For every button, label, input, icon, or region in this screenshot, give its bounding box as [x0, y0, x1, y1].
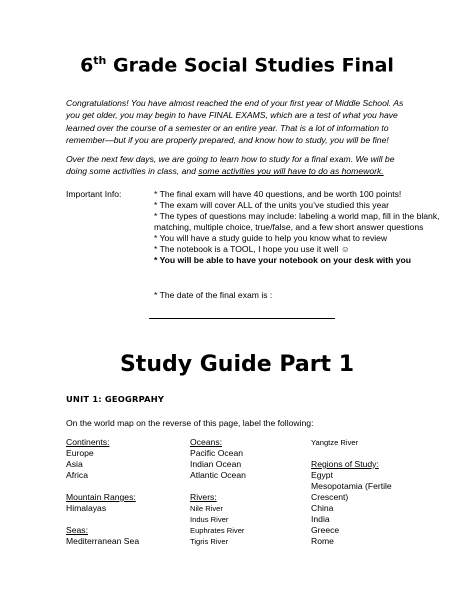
- unit-heading: UNIT 1: GEOGRPAHY: [66, 394, 165, 404]
- rivers-heading: Rivers:: [190, 492, 217, 502]
- list-item: Indian Ocean: [190, 459, 242, 469]
- info-item: * You will have a study guide to help you know what to review: [154, 233, 388, 243]
- list-item: Egypt: [311, 470, 333, 480]
- list-item: Himalayas: [66, 503, 107, 513]
- list-item: China: [311, 503, 334, 513]
- important-info-list: [154, 189, 464, 266]
- oceans-heading: Oceans:: [190, 437, 223, 447]
- list-item: Tigris River: [190, 537, 229, 546]
- date-blank-line: [149, 318, 335, 319]
- list-item: Atlantic Ocean: [190, 470, 246, 480]
- list-item: Yangtze River: [311, 438, 359, 447]
- intro-paragraph-2: [66, 153, 416, 178]
- title-number: 6: [80, 54, 94, 77]
- list-item: Mesopotamia (Fertile Crescent): [311, 481, 392, 502]
- title-text: Grade Social Studies Final: [106, 54, 394, 77]
- regions-heading: Regions of Study:: [311, 459, 379, 469]
- list-item: Greece: [311, 525, 340, 535]
- list-item: Africa: [66, 470, 88, 480]
- study-guide-title: Study Guide Part 1: [119, 352, 355, 377]
- exam-date-label: * The date of the final exam is :: [154, 290, 273, 300]
- directions-text: On the world map on the reverse of this page, label the following:: [66, 418, 314, 428]
- continents-heading: Continents:: [66, 437, 110, 447]
- title-superscript: th: [93, 54, 107, 67]
- mountains-heading: Mountain Ranges:: [66, 492, 136, 502]
- homework-note: some activities you will have to do as homework.: [198, 166, 384, 177]
- info-item: * The exam will cover ALL of the units you’ve studied this year: [154, 200, 390, 210]
- list-item: Nile River: [190, 504, 223, 513]
- list-item: Rome: [311, 536, 334, 546]
- info-item: * The notebook is a TOOL, I hope you use it well ☺: [154, 244, 350, 254]
- column-continents: [66, 437, 176, 547]
- column-regions: [311, 437, 421, 547]
- list-item: India: [311, 514, 330, 524]
- info-item-bold: * You will be able to have your notebook on your desk with you: [154, 255, 412, 265]
- list-item: Asia: [66, 459, 83, 469]
- intro-paragraph-1: Congratulations! You have almost reached the end of your first year of Middle School. As you get older, you may begin to have FINAL EXAMS, which are a test of what you have learned over the course of a semester or an entire year. That is a lot of information to remember—but if you are properly prepared, and know how to study, you will be fine!: [66, 98, 404, 145]
- list-item: Indus River: [190, 515, 229, 524]
- list-item: Mediterranean Sea: [66, 536, 140, 546]
- page-title: [0, 54, 474, 76]
- info-item: * The types of questions may include: labeling a world map, fill in the blank, matching, multiple choice, true/false, and a few short answer questions: [154, 211, 440, 232]
- info-item: * The final exam will have 40 questions, and be worth 100 points!: [154, 189, 402, 199]
- list-item: Euphrates River: [190, 526, 245, 535]
- intro-paragraph-2-text: Over the next few days, we are going to learn how to study for a final exam. We will be doing some activities in class, and: [66, 154, 395, 177]
- list-item: Pacific Ocean: [190, 448, 244, 458]
- seas-heading: Seas:: [66, 525, 88, 535]
- column-oceans: [190, 437, 300, 547]
- list-item: Europe: [66, 448, 94, 458]
- important-info-label: Important Info:: [66, 189, 122, 199]
